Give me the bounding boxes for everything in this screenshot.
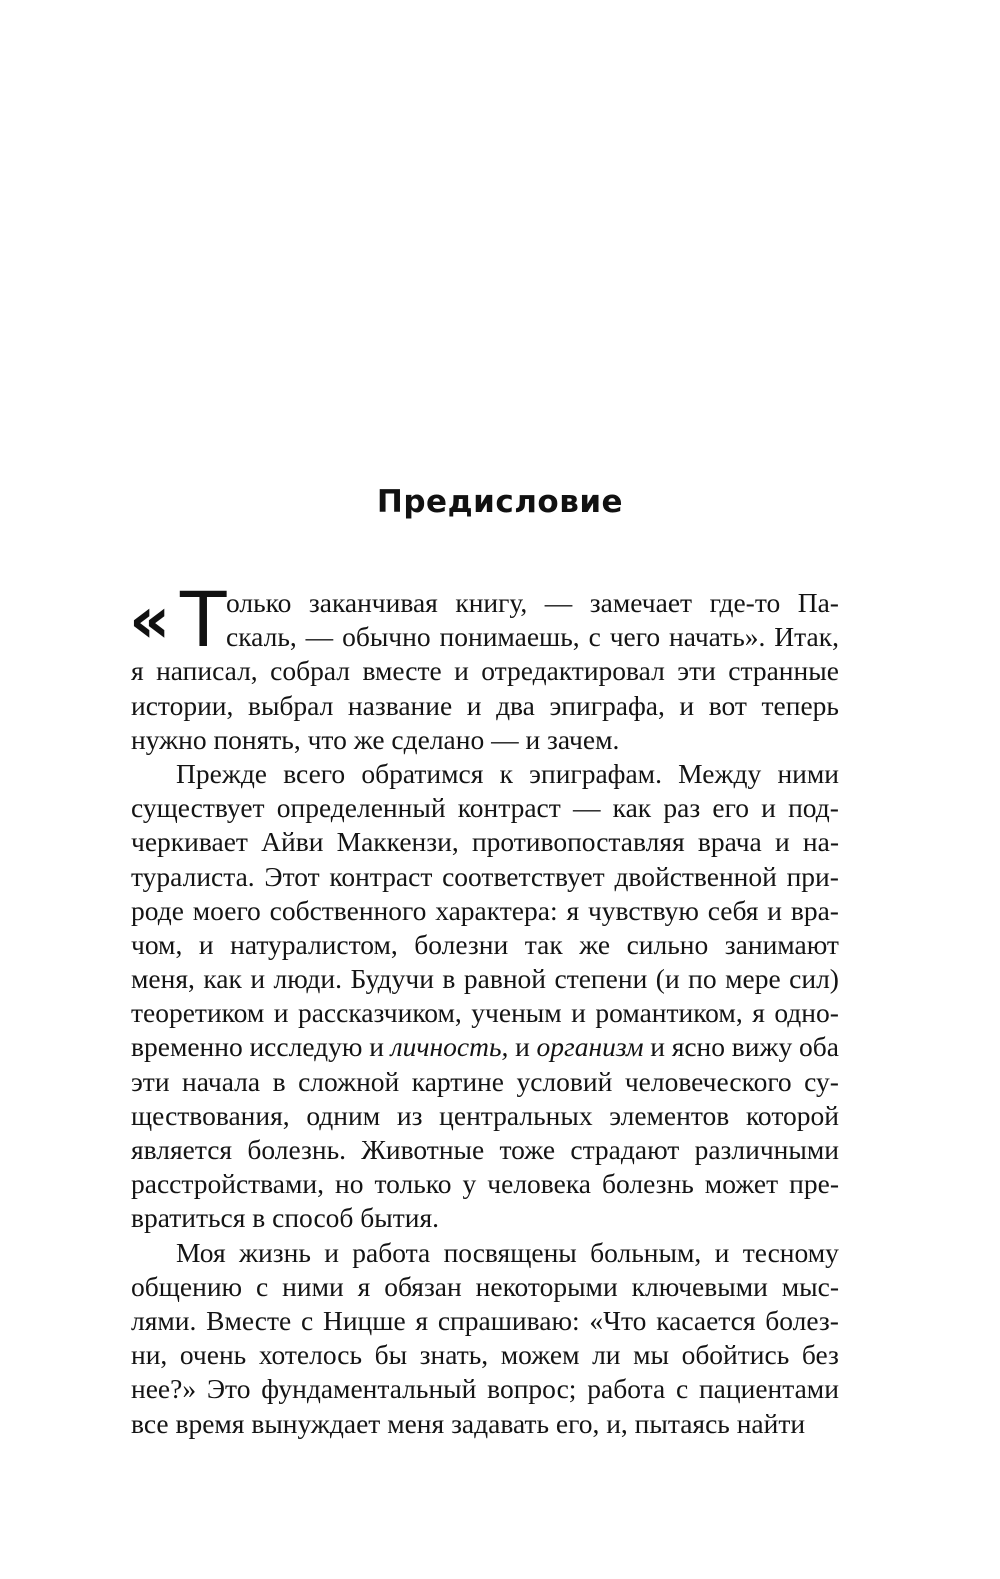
word: вот [708,689,747,721]
word: себя [707,894,759,926]
text-line [131,928,839,962]
word: противопоставляя [471,826,685,858]
word: пытаясь [634,1407,730,1439]
word: теоретиком [131,997,265,1029]
body-text [129,575,839,1441]
word: натуралистом, [230,928,398,960]
word: хотелось [258,1339,363,1371]
word: в [442,963,456,995]
paragraph [129,575,839,757]
word: центральных [439,1099,593,1131]
word: равной [463,963,547,995]
word: Этот [264,860,320,892]
word: жизнь [239,1236,311,1268]
word: касается [656,1304,756,1336]
word: меня [387,1407,445,1439]
word: временно [131,1031,243,1063]
word: найти [736,1407,806,1439]
word: элементов [609,1099,730,1131]
word: рассказчиком, [297,997,462,1029]
word: Вместе [206,1304,292,1336]
word: и, [606,1407,628,1439]
word: Маккензи, [336,826,459,858]
word: люди. [273,963,343,995]
word: Это [206,1373,251,1405]
word: как [203,963,242,995]
word: чом, [131,928,183,960]
word: человеческого [624,1065,792,1097]
word: время [175,1407,245,1439]
word: всего [283,757,346,789]
word: Моя [176,1236,226,1268]
text-line [131,689,839,723]
word: вра- [790,894,839,926]
word: меня, [131,963,195,995]
text-line [131,860,839,894]
word: и [324,1236,339,1268]
word: сил) [789,963,839,995]
word: — [305,621,334,653]
text-line [226,586,839,620]
word: истории, [131,689,234,721]
word: собрал [270,655,350,687]
word: работа [587,1373,666,1405]
word: ществования, [131,1099,290,1131]
word: моего [192,894,261,926]
chapter-heading: Предисловие [376,484,624,520]
word: обычно [342,621,431,653]
word: я [131,655,144,687]
text-line [131,1338,839,1372]
word: туралиста. [131,860,255,892]
word: болезни [414,928,509,960]
word: человека [487,1168,591,1200]
word: и [515,1031,530,1063]
word: только [374,1168,452,1200]
word: фундаментальный [261,1373,477,1405]
word: Животные [361,1134,485,1166]
word: Па- [797,587,839,618]
word: все [131,1407,169,1439]
word: сильно [626,928,709,960]
word: и [571,997,586,1029]
word: и [679,689,695,721]
word: и [774,826,790,858]
word: как [612,792,652,824]
word: замечает [589,587,693,618]
word: Итак, [774,621,839,653]
word: которой [745,1099,839,1131]
text-line [131,1304,839,1338]
word: болез- [765,1304,839,1336]
word: посвящены [443,1236,577,1268]
word: мыс- [781,1270,839,1302]
text-line [131,723,839,757]
drop-cap-letter: Т [180,575,227,664]
text-line [131,1372,839,1406]
word: ясно [671,1031,726,1063]
word: теперь [761,689,839,721]
word: понимаешь, [439,621,580,653]
word: олько [226,587,292,618]
word: Ницше [322,1304,406,1336]
word: и [198,928,214,960]
dropcap-block [129,575,839,664]
word: Будучи [350,963,434,995]
word: вынуждает [251,1407,381,1439]
word: контраст [457,792,561,824]
word: врача [697,826,762,858]
word: условий [516,1065,613,1097]
text-line [131,1407,839,1441]
text-line [131,1201,839,1235]
word: некоторыми [475,1270,618,1302]
word: ними [282,1270,344,1302]
word: но [335,1168,364,1200]
word: вижу [731,1031,793,1063]
word: определенный [276,792,446,824]
word: под- [788,792,839,824]
word: занимают [724,928,839,960]
word: страдают [570,1134,680,1166]
word: организм [536,1031,644,1063]
paragraph [131,757,839,1236]
text-line [131,825,839,859]
word: оба [798,1031,839,1063]
word: странные [728,655,839,687]
word: начать». [669,621,766,653]
word: по [688,963,717,995]
word: мере [725,963,781,995]
word: роде [131,894,184,926]
text-line [131,1065,839,1099]
text-line [131,1167,839,1201]
word: заканчивая [308,587,438,618]
word: вместе [362,655,442,687]
word: чего [609,621,661,653]
word: раз [663,792,701,824]
word: ученым [471,997,562,1029]
word: может [704,1168,779,1200]
word: Прежде [176,757,268,789]
word: обойтись [681,1339,790,1371]
text-line [131,996,839,1030]
text-line [131,1270,839,1304]
word: черкивает [131,826,248,858]
word: его [712,792,749,824]
word: можем [500,1339,580,1371]
word: же [579,928,611,960]
word: болезнь. [247,1134,346,1166]
word: картине [411,1065,504,1097]
word: исследую [249,1031,363,1063]
drop-cap [129,575,227,664]
word: книгу, [455,587,528,618]
word: сложной [298,1065,400,1097]
word: где-то [709,587,781,618]
word: су- [804,1065,839,1097]
word: характера: [435,894,558,926]
word: «Что [589,1304,647,1336]
word: и [761,792,776,824]
word: работа [352,1236,431,1268]
word: и [250,963,266,995]
word: с [300,1304,314,1336]
word: существует [131,792,265,824]
word: контраст [329,860,433,892]
word: болезнь [602,1168,694,1200]
word: без [801,1339,839,1371]
word: Айви [261,826,324,858]
word: нужно понять, что же сделано — и зачем. [131,723,620,755]
word: бы [374,1339,408,1371]
word: — [572,792,601,824]
word: лями. [131,1304,197,1336]
word: так [524,928,563,960]
word: тоже [499,1134,556,1166]
word: из [396,1099,423,1131]
word: эти [131,1065,170,1097]
word: и [369,1031,384,1063]
word: я [415,1304,429,1336]
word: соответствует [442,860,605,892]
word: — [544,587,573,618]
word: двойственной [614,860,777,892]
word: к [499,757,513,789]
word: при- [786,860,839,892]
word: на- [802,826,839,858]
word: является [131,1134,233,1166]
word: его, [555,1407,600,1439]
word: с [675,1373,689,1405]
word: и [454,655,469,687]
word: романтиком, [595,997,743,1029]
text-line [131,1236,839,1270]
word: спрашиваю: [437,1304,580,1336]
word: больным, [590,1236,702,1268]
word: отредактировал [481,655,665,687]
word: обязан [384,1270,462,1302]
word: начала [182,1065,261,1097]
word: с [256,1270,269,1302]
word: у [462,1168,477,1200]
word: одно- [774,997,839,1029]
word: два [496,689,535,721]
word: нее?» [131,1373,197,1405]
word: ли [592,1339,621,1371]
word: и [767,894,783,926]
word: ключевыми [631,1270,768,1302]
text-line [131,894,839,928]
word: вопрос; [487,1373,577,1405]
word: и [466,689,482,721]
word: выбрал [247,689,334,721]
word: тесному [742,1236,839,1268]
word: расстройствами, [131,1168,324,1200]
drop-cap-quote: « [129,584,171,658]
word: эпиграфам. [529,757,662,789]
word: мы [633,1339,669,1371]
word: ни, [131,1339,168,1371]
word: различными [694,1134,839,1166]
text-line [131,654,839,688]
word: общению [131,1270,243,1302]
word: эти [677,655,716,687]
text-line [131,1133,839,1167]
word: я [566,894,580,926]
text-line [131,791,839,825]
word: и [714,1236,730,1268]
word: название [347,689,453,721]
word: вратиться в способ бытия. [131,1202,440,1234]
word: знать, [419,1339,489,1371]
text-line [131,1099,839,1133]
word: и [650,1031,665,1063]
word: пре- [789,1168,839,1200]
word: ними [777,757,839,789]
word: я [357,1270,371,1302]
word: собственного [269,894,427,926]
word: очень [179,1339,247,1371]
word: я [752,997,765,1029]
word: задавать [451,1407,550,1439]
word: личность, [390,1031,509,1063]
word: одним [306,1099,381,1131]
word: степени [554,963,648,995]
word: обратимся [361,757,484,789]
word: эпиграфа, [549,689,665,721]
word: пациентами [698,1373,839,1405]
word: Между [678,757,762,789]
word: в [272,1065,286,1097]
word: (и [655,963,680,995]
text-line [131,962,839,996]
word: с [588,621,601,653]
word: скаль, [226,621,297,653]
text-line [131,1030,839,1064]
text-line [226,620,839,654]
word: и [273,997,289,1029]
paragraph [131,1236,839,1441]
text-line [131,757,839,791]
word: написал, [156,655,258,687]
word: чувствую [587,894,699,926]
